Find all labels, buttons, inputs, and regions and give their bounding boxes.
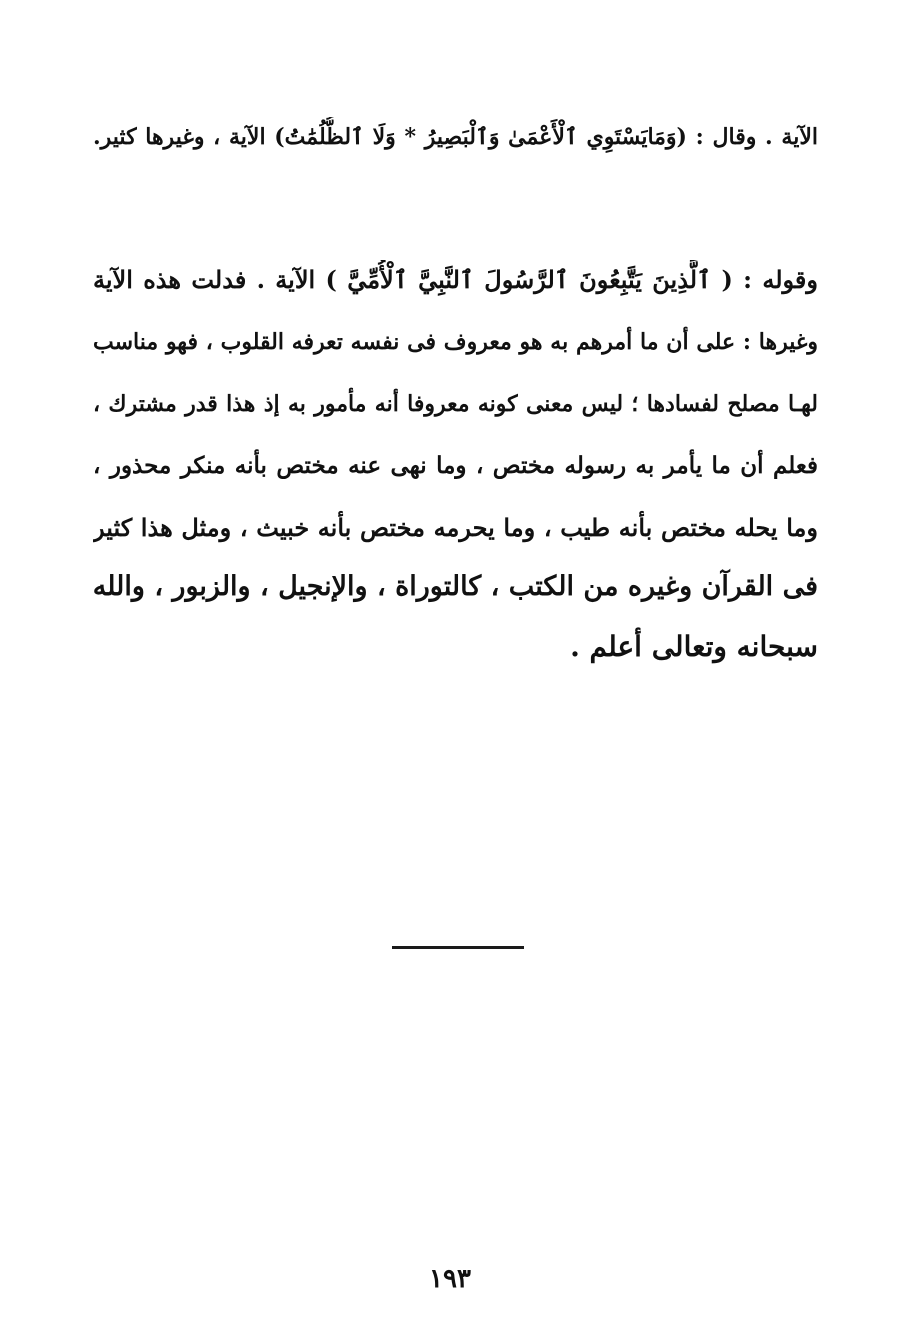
text-line-6: وما يحله مختص بأنه طيب ، وما يحرمه مختص بأنه خبيث ، ومثل هذا كثير	[93, 513, 818, 542]
text-line-1: الآية . وقال : (وَمَايَسْتَوِي ٱلْأَعْمَىٰ وَٱلْبَصِيرُ * وَلَا ٱلظُّلُمَٰتُ) الآية ، وغيرها كثير.	[93, 124, 818, 150]
text-line-3: وغيرها : على أن ما أمرهم به هو معروف فى نفسه تعرفه القلوب ، فهو مناسب	[93, 329, 818, 355]
page-number: ١٩٣	[429, 1264, 471, 1294]
footnote-separator-rule	[392, 946, 524, 949]
text-line-2: وقوله : ( ٱلَّذِينَ يَتَّبِعُونَ ٱلرَّسُولَ ٱلنَّبِيَّ ٱلْأُمِّيَّ ) الآية . فدلت هذه الآية	[93, 265, 818, 294]
text-line-4: لهـا مصلح لفسادها ؛ ليس معنى كونه معروفا أنه مأمور به إذ هذا قدر مشترك ،	[93, 391, 818, 417]
text-line-8: سبحانه وتعالى أعلم .	[570, 630, 818, 663]
text-line-5: فعلم أن ما يأمر به رسوله مختص ، وما نهى عنه مختص بأنه منكر محذور ،	[93, 452, 818, 479]
text-line-7: فى القرآن وغيره من الكتب ، كالتوراة ، والإنجيل ، والزبور ، والله	[93, 571, 818, 602]
